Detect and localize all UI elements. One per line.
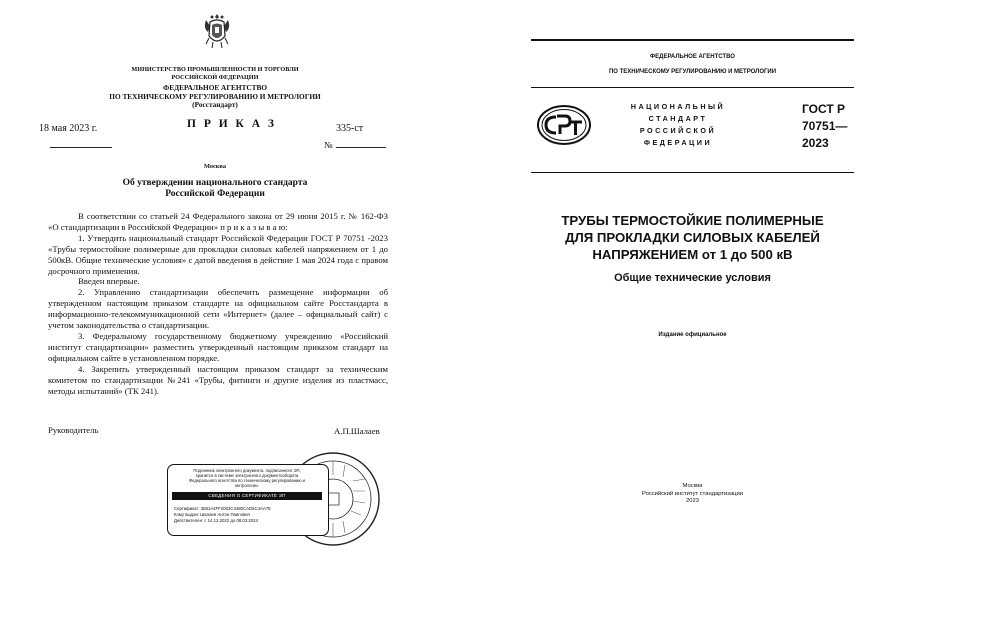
subject-line: Об утверждении национального стандарта — [122, 178, 308, 188]
esig-certificate-bar: СВЕДЕНИЯ О СЕРТИФИКАТЕ ЭП — [172, 492, 322, 500]
agency-name — [0, 84, 430, 110]
imprint-line: Москва — [682, 483, 703, 489]
cover-imprint — [531, 483, 854, 506]
paragraph-text: -2023 «Трубы термостойкие полимерные для прокладки силовых кабелей напряжением от 1 до 500кВ. Общие технические условия» с датой введения в действие 1 мая 2024 года с правом досрочного применения. — [48, 232, 388, 276]
cover-agency-line: ФЕДЕРАЛЬНОЕ АГЕНТСТВО — [650, 54, 735, 60]
imprint-line: Российский институт стандартизации — [642, 490, 743, 497]
gost-line: ГОСТ Р — [802, 102, 846, 116]
standard-title — [531, 212, 854, 263]
title-line: ДЛЯ ПРОКЛАДКИ СИЛОВЫХ КАБЕЛЕЙ — [565, 230, 820, 245]
standard-cover-page — [522, 0, 870, 617]
esig-owner: Кому выдан: Шалаев Антон Павлович — [174, 512, 251, 517]
header-rule — [531, 87, 854, 88]
cover-agency — [531, 50, 854, 80]
esig-header-line: метрологии. — [235, 483, 259, 488]
esig-certificate: Сертификат: 3581A4FF2083C4480CAD5C4AA7E — [174, 506, 271, 511]
gost-line: 70751— — [802, 119, 848, 133]
national-standard-line: СТАНДАРТ — [648, 114, 708, 123]
body-paragraph: 4. Закрепить утвержденный настоящим приказом стандарт за техническим комитетом по стандартизации №241 «Трубы, фитинги и другие изделия из пластмасс, методы испытаний» (ТК 241). — [48, 363, 388, 396]
order-subject — [0, 178, 430, 200]
ministry-name — [0, 66, 430, 81]
order-body — [48, 211, 388, 396]
body-paragraph: В соответствии со статьей 24 Федерального закона от 29 июня 2015 г. № 162-ФЗ «О стандартизации в Российской Федерации» п р и к а з ы в а ю: — [48, 211, 388, 232]
order-city: Москва — [204, 163, 226, 170]
esig-header-line: Подлинник электронного документа, подписанного ЭП, — [193, 468, 301, 473]
title-line: НАПРЯЖЕНИЕМ от 1 до 500 кВ — [592, 247, 793, 262]
subject-line: Российской Федерации — [165, 189, 265, 199]
standard-subtitle: Общие технические условия — [614, 272, 771, 284]
national-standard-line: ФЕДЕРАЦИИ — [643, 138, 713, 147]
body-paragraph: 2. Управлению стандартизации обеспечить размещение информации об утвержденном настоящим приказом стандарте на официальном сайте Росстандарта в информационно-телекоммуникационной сети «Интернет» (далее – официальный сайт) с учетом законодательства о стандартизации. — [48, 287, 388, 331]
imprint-line: 2023 — [686, 498, 699, 504]
body-paragraph: Введен впервые. — [78, 276, 140, 287]
order-page — [0, 0, 430, 617]
paragraph-text: 1. Утвердить национальный стандарт Российской Федерации ГОСТ Р — [78, 232, 344, 243]
order-number: 335-ст — [336, 123, 364, 134]
handwritten-standard-number: 70751 — [343, 232, 365, 243]
coat-of-arms-icon — [200, 10, 234, 52]
designation-rule — [531, 172, 854, 173]
ministry-line: РОССИЙСКОЙ ФЕДЕРАЦИИ — [171, 73, 259, 81]
national-standard-line: НАЦИОНАЛЬНЫЙ — [630, 102, 726, 111]
esig-header-line: хранится в системе электронного документооборота — [195, 473, 299, 478]
signer-role: Руководитель — [48, 425, 99, 435]
signer-name: А.П.Шалаев — [334, 426, 380, 436]
national-standard-label — [618, 101, 738, 149]
order-date: 18 мая 2023 г. — [39, 123, 98, 134]
national-standard-line: РОССИЙСКОЙ — [639, 126, 717, 135]
rst-logo-icon — [536, 104, 592, 146]
number-sign: № — [324, 140, 333, 150]
order-doc-type: П Р И К А З — [187, 118, 277, 130]
body-paragraph — [48, 233, 388, 277]
agency-line: (Росстандарт) — [192, 100, 238, 109]
body-paragraph: 3. Федеральному государственному бюджетному учреждению «Российский институт стандартизации» разместить утвержденный настоящим приказом стандарт на официальном сайте в установленном порядке. — [48, 330, 388, 363]
gost-designation — [802, 101, 847, 152]
gost-line: 2023 — [802, 136, 829, 150]
edition-label: Издание официальное — [658, 332, 727, 338]
agency-line: ПО ТЕХНИЧЕСКОМУ РЕГУЛИРОВАНИЮ И МЕТРОЛОГИИ — [109, 91, 321, 101]
ministry-line: МИНИСТЕРСТВО ПРОМЫШЛЕННОСТИ И ТОРГОВЛИ — [131, 66, 299, 73]
top-rule — [531, 39, 854, 41]
electronic-signature-stamp — [167, 464, 329, 536]
cover-agency-line: ПО ТЕХНИЧЕСКОМУ РЕГУЛИРОВАНИЮ И МЕТРОЛОГИИ — [608, 69, 777, 75]
esig-header — [172, 468, 322, 488]
title-line: ТРУБЫ ТЕРМОСТОЙКИЕ ПОЛИМЕРНЫЕ — [561, 213, 824, 228]
number-underline — [336, 147, 386, 148]
agency-line: ФЕДЕРАЛЬНОЕ АГЕНТСТВО — [162, 83, 268, 92]
date-underline — [50, 147, 112, 148]
esig-validity: Действителен: с 14.12.2022 до 08.03.2024 — [174, 518, 258, 523]
esig-header-line: Федерального агентства по техническому регулированию и — [188, 478, 306, 483]
